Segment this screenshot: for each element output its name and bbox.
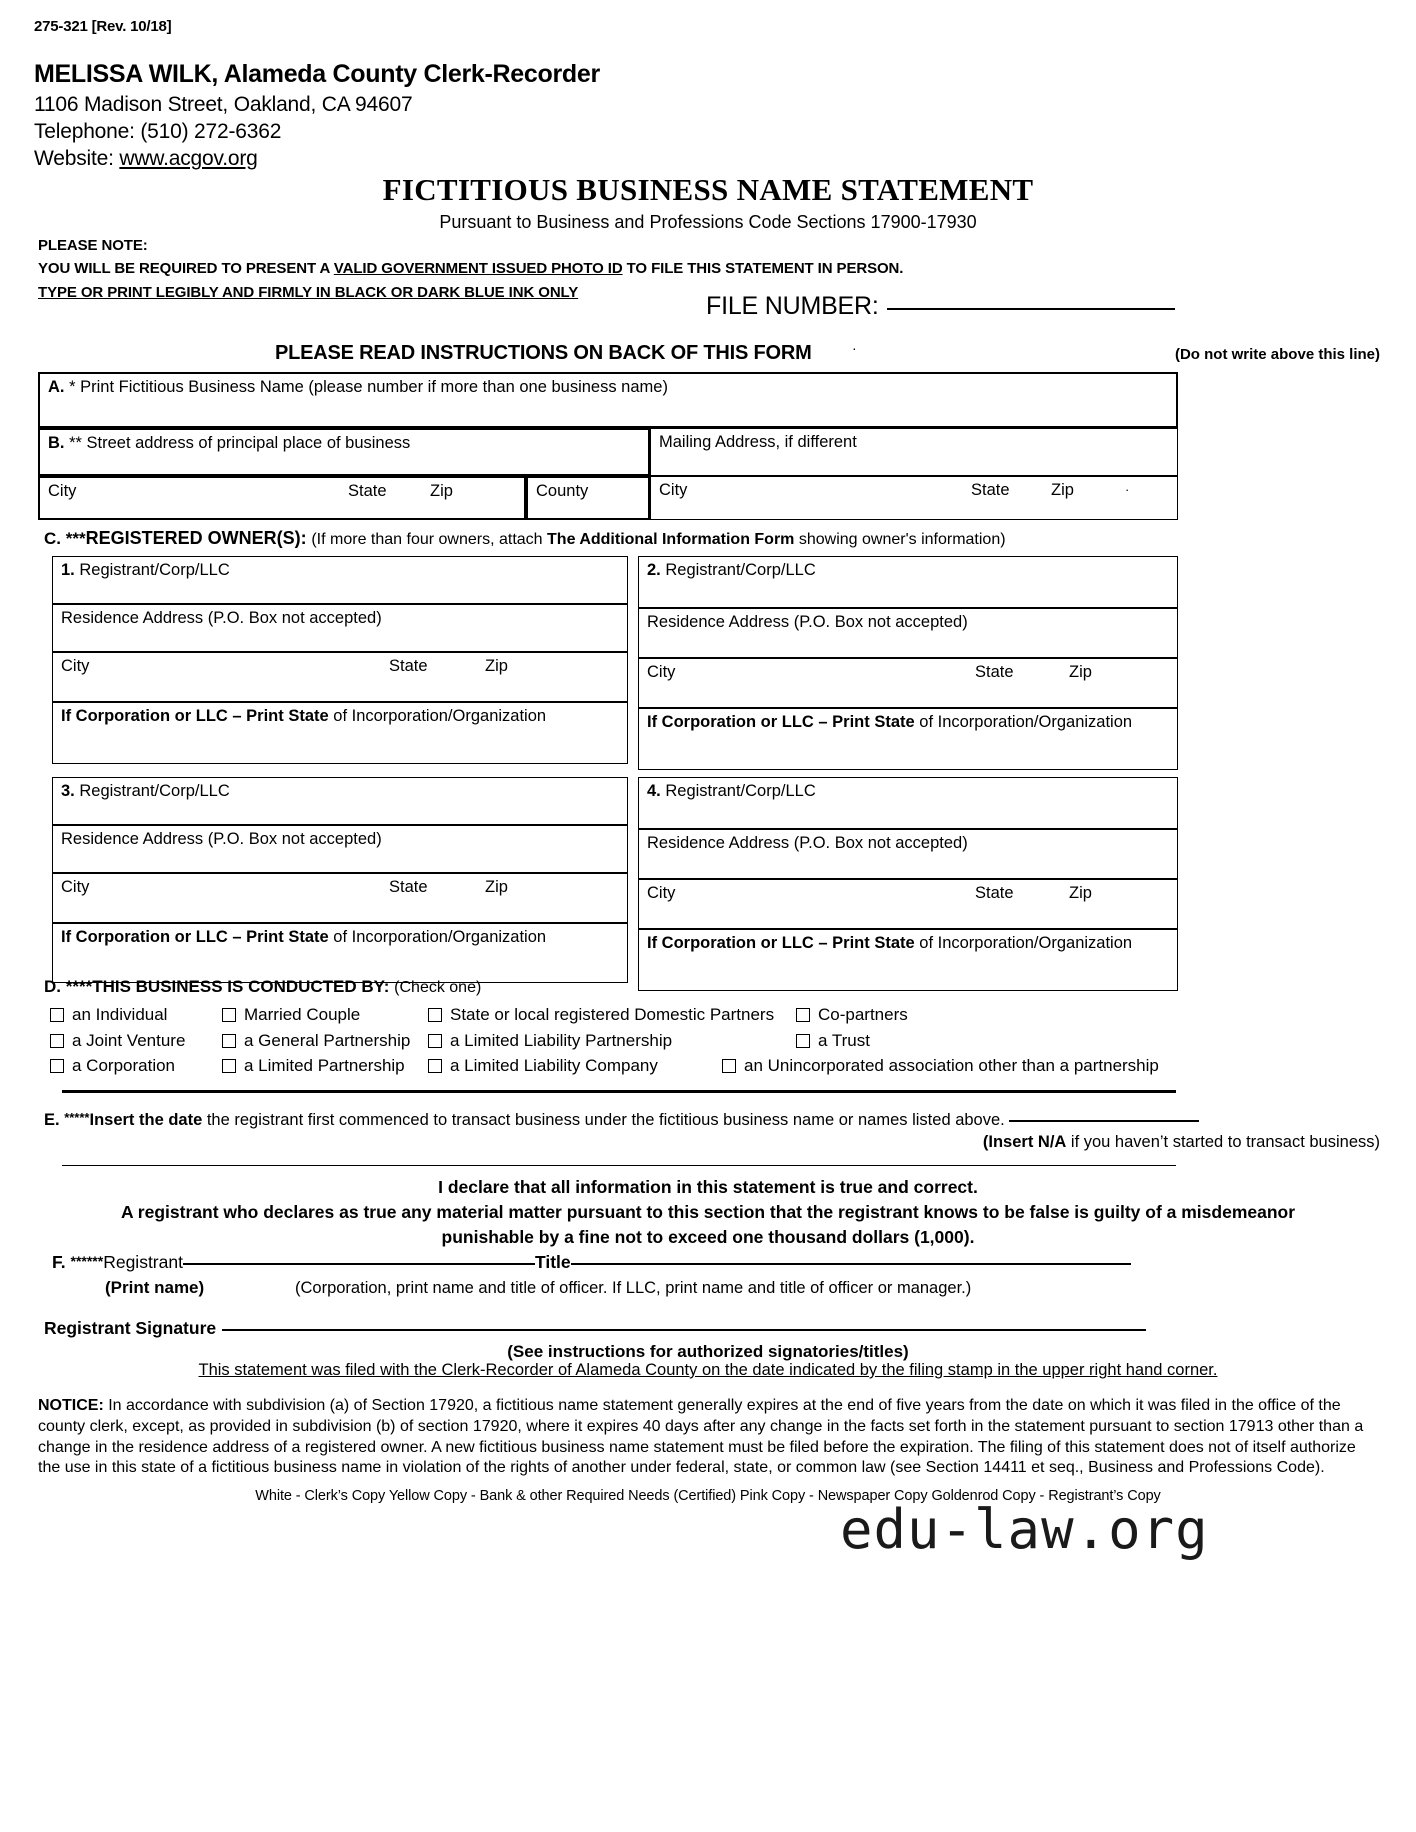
checkbox-label: an Individual xyxy=(72,1005,168,1024)
registrant-4-city-box[interactable] xyxy=(638,879,1178,929)
registrant-3-corp-bold: If Corporation or LLC – Print State xyxy=(61,928,329,946)
mailing-address-label: Mailing Address, if different xyxy=(659,433,857,451)
registrant-3-corp-rest: of Incorporation/Organization xyxy=(328,928,547,946)
mailing-state-label: State xyxy=(971,481,1010,499)
checkbox-label: Married Couple xyxy=(244,1005,361,1024)
officer-telephone: Telephone: (510) 272-6362 xyxy=(34,119,282,143)
section-a-business-name-box[interactable] xyxy=(38,372,1178,428)
insert-na-note xyxy=(983,1133,1380,1152)
section-f-letter: F. xyxy=(52,1252,66,1272)
section-d-title: THIS BUSINESS IS CONDUCTED BY: xyxy=(92,977,390,996)
registrant-4-zip-label: Zip xyxy=(1069,884,1092,902)
registrant-title-input[interactable] xyxy=(571,1263,1131,1265)
form-title: FICTITIOUS BUSINESS NAME STATEMENT xyxy=(382,172,1034,207)
registrant-3-name-box[interactable] xyxy=(52,777,628,825)
registrant-3-city-box[interactable] xyxy=(52,873,628,923)
checkbox-box-icon[interactable] xyxy=(50,1008,64,1022)
checkbox-co-partners[interactable] xyxy=(796,1005,908,1025)
registrant-3-residence-label: Residence Address (P.O. Box not accepted) xyxy=(61,830,382,848)
registrant-name-input[interactable] xyxy=(183,1263,535,1265)
business-state-label: State xyxy=(348,482,387,500)
declaration-line-2: A registrant who declares as true any material matter pursuant to this section that the registrant knows to be false is guilty of a misdemeanor punishable by a fine not to exceed one thousand dollars (1,000). xyxy=(120,1201,1296,1247)
registrant-4-residence-label: Residence Address (P.O. Box not accepted) xyxy=(647,834,968,852)
registrant-2-corp-bold: If Corporation or LLC – Print State xyxy=(647,713,915,731)
section-c-paren-b: showing owner's information) xyxy=(794,531,1006,548)
section-e-text: the registrant first commenced to transact business under the fictitious business name or names listed above. xyxy=(202,1111,1005,1129)
filed-with-clerk-note xyxy=(0,1361,1416,1380)
see-instructions-note: (See instructions for authorized signatories/titles) xyxy=(507,1342,909,1361)
declaration-line-1: I declare that all information in this statement is true and correct. xyxy=(438,1177,978,1197)
checkbox-box-icon[interactable] xyxy=(722,1059,736,1073)
checkbox-trust[interactable] xyxy=(796,1031,870,1051)
registrant-2-corp-rest: of Incorporation/Organization xyxy=(914,713,1133,731)
section-d-divider xyxy=(62,1090,1176,1093)
registrant-3-incorporation-label xyxy=(61,928,546,947)
registrant-2-residence-box[interactable] xyxy=(638,608,1178,658)
officer-name: MELISSA WILK, Alameda County Clerk-Recorder xyxy=(34,60,600,88)
commencement-date-input[interactable] xyxy=(1009,1120,1199,1122)
website-link[interactable]: www.acgov.org xyxy=(119,147,258,171)
section-b-street-address-box[interactable] xyxy=(38,428,650,476)
do-not-write-note: (Do not write above this line) xyxy=(1174,346,1380,363)
photo-id-text-b: TO FILE THIS STATEMENT IN PERSON. xyxy=(622,260,904,278)
registrant-1-incorporation-box[interactable] xyxy=(52,702,628,764)
file-number-label: FILE NUMBER: xyxy=(706,292,879,320)
checkbox-box-icon[interactable] xyxy=(50,1059,64,1073)
registrant-signature-input[interactable] xyxy=(222,1329,1146,1331)
registrant-4-name-text: Registrant/Corp/LLC xyxy=(665,782,816,800)
checkbox-label: a Limited Partnership xyxy=(244,1056,405,1075)
notice-text: In accordance with subdivision (a) of Section 17920, a fictitious name statement generally expires at the end of five years from the date on which it was filed in the office of the county clerk, except, as provided in subdivision (b) of section 17920, where it expires 40 days after any change in the facts set forth in the statement pursuant to section 17913 other than a change in the residence address of a registered owner. A new fictitious business name statement must be filed before the expiration. The filing of this statement does not of itself authorize the use in this state of a fictitious business name in violation of the rights of another under federal, state, or common law (see Section 14411 et seq., Business and Professions Code). xyxy=(38,1397,1364,1477)
registrant-2-number: 2. xyxy=(647,561,661,579)
registrant-1-residence-label: Residence Address (P.O. Box not accepted) xyxy=(61,609,382,627)
registrant-4-incorporation-label xyxy=(647,934,1132,953)
mailing-city-state-zip-box[interactable] xyxy=(650,476,1178,520)
section-c-title: REGISTERED OWNER(S): xyxy=(85,528,307,548)
registrant-1-residence-box[interactable] xyxy=(52,604,628,652)
section-e-bold: Insert the date xyxy=(89,1111,203,1129)
section-e-divider xyxy=(62,1165,1176,1166)
checkbox-label: Co-partners xyxy=(818,1005,908,1024)
section-d-check-one: (Check one) xyxy=(394,979,482,996)
section-a-label xyxy=(48,378,668,397)
checkbox-general-partnership[interactable] xyxy=(222,1031,410,1051)
section-e-letter: E. xyxy=(44,1111,60,1129)
notice-label: NOTICE: xyxy=(38,1397,104,1414)
checkbox-label: a Corporation xyxy=(72,1056,176,1075)
form-revision-number: 275-321 [Rev. 10/18] xyxy=(34,18,172,35)
section-f-row xyxy=(52,1252,1131,1273)
registrant-2-state-label: State xyxy=(975,663,1014,681)
section-f-title-label: Title xyxy=(534,1252,571,1272)
section-c-paren-a: (If more than four owners, attach xyxy=(311,531,548,548)
print-name-note: (Print name) xyxy=(105,1278,205,1297)
checkbox-label: State or local registered Domestic Partners xyxy=(450,1005,775,1024)
registrant-2-name-label xyxy=(647,561,816,580)
registrant-1-name-text: Registrant/Corp/LLC xyxy=(79,561,230,579)
registrant-2-name-box[interactable] xyxy=(638,556,1178,608)
registrant-3-city-label: City xyxy=(61,878,90,896)
business-city-label: City xyxy=(48,482,77,500)
business-city-state-zip-box[interactable] xyxy=(38,476,526,520)
section-f-registrant-label: Registrant xyxy=(103,1252,183,1272)
registrant-3-name-label xyxy=(61,782,230,801)
business-county-label: County xyxy=(536,482,589,500)
registrant-1-name-box[interactable] xyxy=(52,556,628,604)
registrant-3-state-label: State xyxy=(389,878,428,896)
business-county-box[interactable] xyxy=(526,476,650,520)
please-note-heading: PLEASE NOTE: xyxy=(38,237,148,254)
mailing-zip-label: Zip xyxy=(1051,481,1074,499)
checkbox-box-icon[interactable] xyxy=(796,1008,810,1022)
checkbox-box-icon[interactable] xyxy=(50,1034,64,1048)
registrant-1-corp-bold: If Corporation or LLC – Print State xyxy=(61,707,329,725)
photo-id-emphasis: VALID GOVERNMENT ISSUED PHOTO ID xyxy=(333,260,623,278)
file-number-input[interactable] xyxy=(887,308,1175,310)
section-b-letter: B. xyxy=(48,434,65,452)
file-number-row xyxy=(706,292,1175,321)
registrant-1-city-label: City xyxy=(61,657,90,675)
section-c-header xyxy=(44,528,1006,549)
registrant-4-name-label xyxy=(647,782,816,801)
insert-na-bold: (Insert N/A xyxy=(982,1133,1067,1151)
registrant-2-residence-label: Residence Address (P.O. Box not accepted) xyxy=(647,613,968,631)
registrant-1-state-label: State xyxy=(389,657,428,675)
website-label: Website: xyxy=(34,147,120,171)
form-subtitle: Pursuant to Business and Professions Code Sections 17900-17930 xyxy=(439,212,977,232)
mailing-stray-dot: · xyxy=(1125,482,1130,497)
declaration-block xyxy=(0,1175,1416,1250)
registrant-signature-row xyxy=(44,1318,1146,1339)
checkbox-married-couple[interactable] xyxy=(222,1005,360,1025)
checkbox-joint-venture[interactable] xyxy=(50,1031,185,1051)
checkbox-domestic-partners[interactable] xyxy=(428,1005,774,1025)
registrant-4-state-label: State xyxy=(975,884,1014,902)
registrant-2-city-box[interactable] xyxy=(638,658,1178,708)
registrant-2-incorporation-label xyxy=(647,713,1132,732)
registrant-1-number: 1. xyxy=(61,561,75,579)
insert-na-rest: if you haven’t started to transact business) xyxy=(1066,1133,1380,1151)
checkbox-label: an Unincorporated association other than a partnership xyxy=(744,1056,1159,1075)
checkbox-box-icon[interactable] xyxy=(796,1034,810,1048)
ink-requirement-text: TYPE OR PRINT LEGIBLY AND FIRMLY IN BLACK OR DARK BLUE INK ONLY xyxy=(38,283,579,301)
checkbox-label: a Trust xyxy=(818,1031,870,1050)
business-zip-label: Zip xyxy=(430,482,453,500)
checkbox-label: a Joint Venture xyxy=(72,1031,186,1050)
copy-distribution-line: White - Clerk’s Copy Yellow Copy - Bank & other Required Needs (Certified) Pink Copy - Newspaper Copy Goldenrod Copy - Registrant’s Copy xyxy=(255,1488,1161,1504)
registrant-1-corp-rest: of Incorporation/Organization xyxy=(328,707,547,725)
registrant-2-incorporation-box[interactable] xyxy=(638,708,1178,770)
section-b-label xyxy=(48,434,410,453)
registrant-1-name-label xyxy=(61,561,230,580)
section-c-letter: C. xyxy=(44,529,61,548)
photo-id-requirement xyxy=(38,257,903,280)
notice-paragraph xyxy=(38,1396,1380,1479)
registrant-3-name-text: Registrant/Corp/LLC xyxy=(79,782,230,800)
section-b-text: ** Street address of principal place of business xyxy=(69,434,411,452)
checkbox-box-icon[interactable] xyxy=(428,1059,442,1073)
registrant-3-number: 3. xyxy=(61,782,75,800)
corporation-print-note: (Corporation, print name and title of officer. If LLC, print name and title of officer or manager.) xyxy=(295,1279,972,1297)
section-d-header xyxy=(44,977,481,997)
registrant-2-zip-label: Zip xyxy=(1069,663,1092,681)
registrant-4-incorporation-box[interactable] xyxy=(638,929,1178,991)
checkbox-box-icon[interactable] xyxy=(428,1008,442,1022)
section-a-letter: A. xyxy=(48,378,65,396)
section-f-stars: ****** xyxy=(70,1253,104,1269)
site-watermark: edu-law.org xyxy=(840,1498,1209,1561)
registrant-3-residence-box[interactable] xyxy=(52,825,628,873)
section-e-row xyxy=(44,1110,1199,1130)
registrant-4-corp-rest: of Incorporation/Organization xyxy=(914,934,1133,952)
registrant-1-city-box[interactable] xyxy=(52,652,628,702)
registrant-4-corp-bold: If Corporation or LLC – Print State xyxy=(647,934,915,952)
checkbox-label: a Limited Liability Company xyxy=(450,1056,658,1075)
checkbox-an-individual[interactable] xyxy=(50,1005,167,1025)
stray-dot-mark: · xyxy=(852,340,857,356)
photo-id-text-a: YOU WILL BE REQUIRED TO PRESENT A xyxy=(38,260,334,278)
registrant-4-number: 4. xyxy=(647,782,661,800)
registrant-1-incorporation-label xyxy=(61,707,546,726)
signature-label: Registrant Signature xyxy=(44,1318,217,1338)
section-c-stars: *** xyxy=(65,529,86,548)
checkbox-box-icon[interactable] xyxy=(222,1034,236,1048)
checkbox-label: a General Partnership xyxy=(244,1031,411,1050)
registrant-3-incorporation-box[interactable] xyxy=(52,923,628,983)
registrant-4-name-box[interactable] xyxy=(638,777,1178,829)
section-d-stars: **** xyxy=(65,977,93,996)
filed-with-clerk-text: This statement was filed with the Clerk-Recorder of Alameda County on the date indicated by the filing stamp in the upper right hand corner. xyxy=(198,1361,1218,1379)
checkbox-limited-liability-partnership[interactable] xyxy=(428,1031,672,1051)
checkbox-limited-partnership[interactable] xyxy=(222,1056,405,1076)
checkbox-corporation[interactable] xyxy=(50,1056,175,1076)
checkbox-box-icon[interactable] xyxy=(428,1034,442,1048)
checkbox-label: a Limited Liability Partnership xyxy=(450,1031,673,1050)
mailing-city-label: City xyxy=(659,481,688,499)
additional-information-form-ref: The Additional Information Form xyxy=(547,531,795,548)
section-d-letter: D. xyxy=(44,977,61,996)
officer-address: 1106 Madison Street, Oakland, CA 94607 xyxy=(34,92,413,116)
section-e-stars: ***** xyxy=(64,1110,90,1125)
registrant-1-zip-label: Zip xyxy=(485,657,508,675)
county-officer-block xyxy=(34,58,600,172)
registrant-2-name-text: Registrant/Corp/LLC xyxy=(665,561,816,579)
checkbox-box-icon[interactable] xyxy=(222,1008,236,1022)
registrant-4-residence-box[interactable] xyxy=(638,829,1178,879)
read-instructions-notice: PLEASE READ INSTRUCTIONS ON BACK OF THIS FORM xyxy=(275,342,812,364)
section-a-text: * Print Fictitious Business Name (please number if more than one business name) xyxy=(69,378,668,396)
registrant-3-zip-label: Zip xyxy=(485,878,508,896)
registrant-2-city-label: City xyxy=(647,663,676,681)
checkbox-unincorporated-association[interactable] xyxy=(722,1056,1159,1076)
officer-website-row xyxy=(34,145,600,172)
checkbox-box-icon[interactable] xyxy=(222,1059,236,1073)
mailing-address-box[interactable] xyxy=(650,428,1178,476)
registrant-4-city-label: City xyxy=(647,884,676,902)
checkbox-limited-liability-company[interactable] xyxy=(428,1056,658,1076)
